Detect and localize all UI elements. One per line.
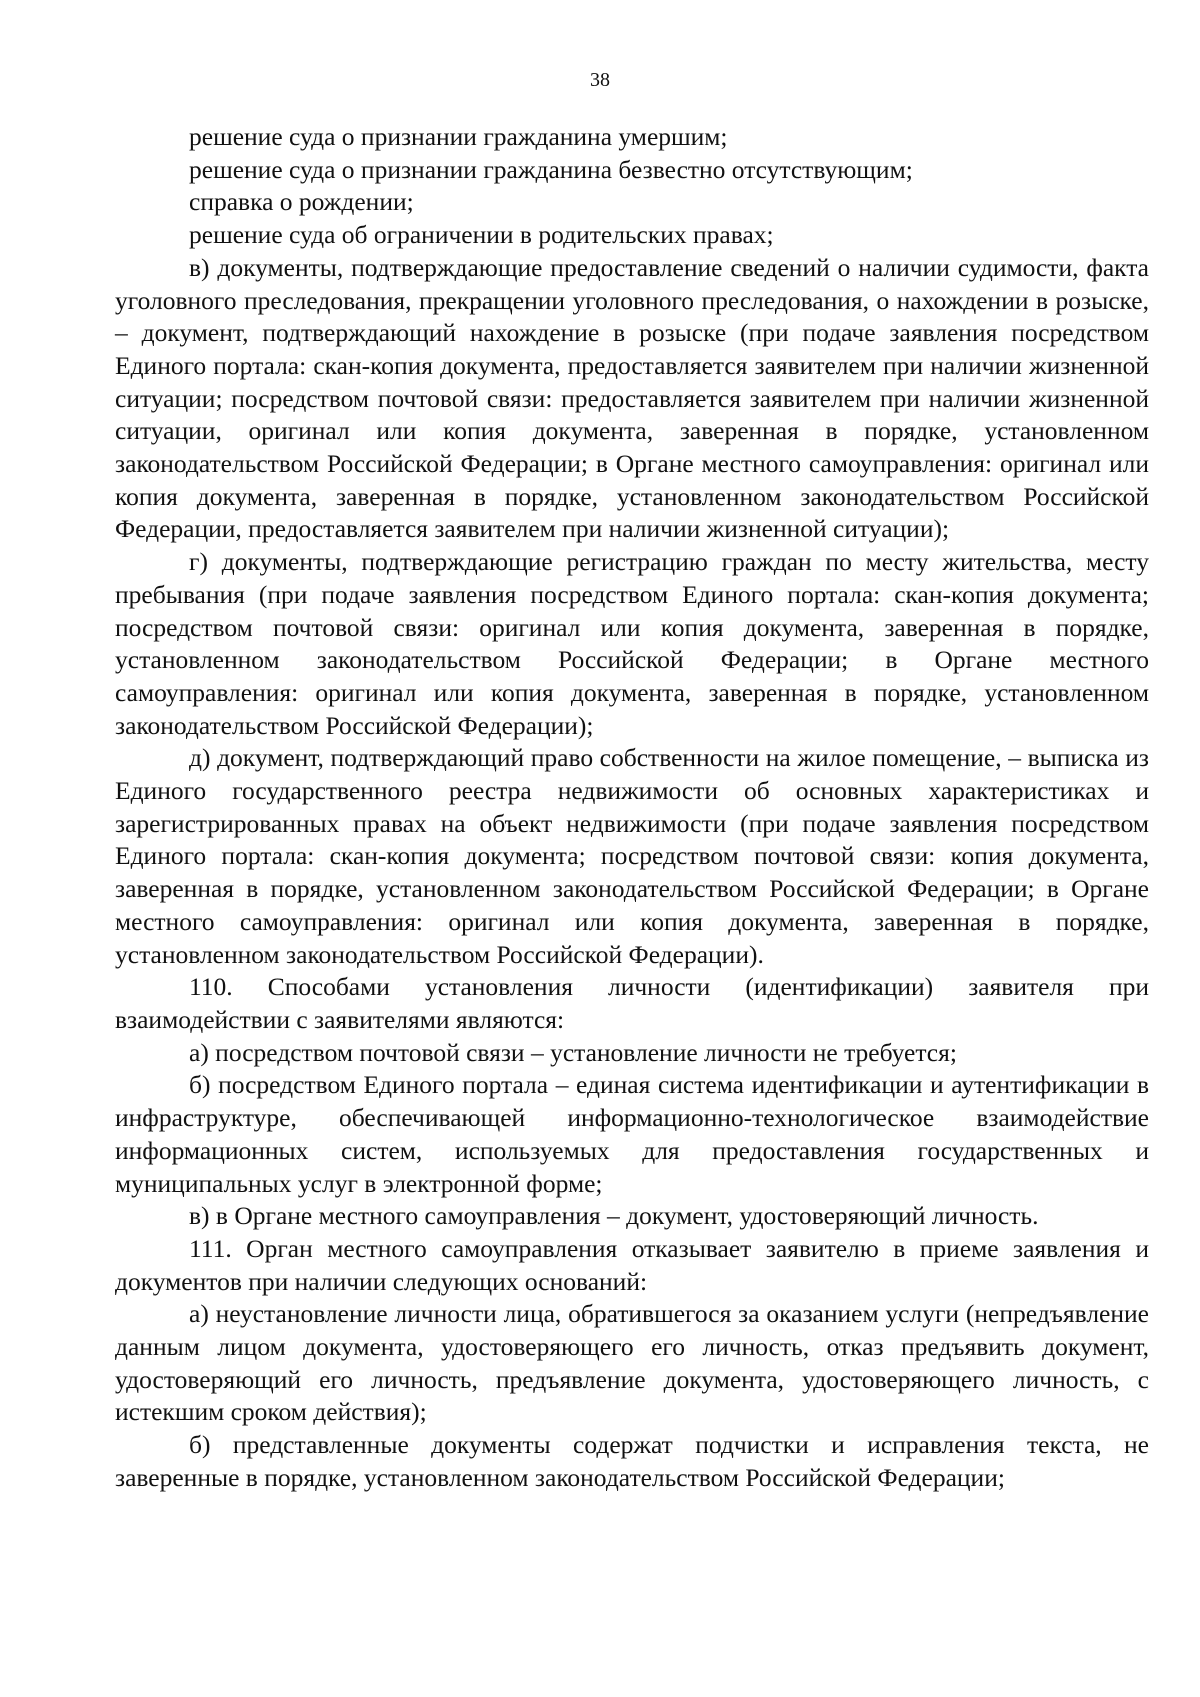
paragraph-list-item-parental-rights: решение суда об ограничении в родительских правах;	[189, 220, 774, 250]
paragraph-item-g-registration: г) документы, подтверждающие регистрацию граждан по месту жительства, месту пребывания (при подаче заявления посредством Единого портала: скан-копия документа; посредством почтовой связи: оригинал или копия документа, заверенная в порядке, установленном законодательством Российской Федерации; в Органе местного самоуправления: оригинал или копия документа, заверенная в порядке, установленном законодательством Российской Федерации);	[115, 547, 1149, 740]
paragraph-110-item-v: в) в Органе местного самоуправления – документ, удостоверяющий личность.	[189, 1201, 1039, 1231]
paragraph-110-item-a: а) посредством почтовой связи – установление личности не требуется;	[189, 1037, 957, 1067]
paragraph-110-item-b: б) посредством Единого портала – единая система идентификации и аутентификации в инфраструктуре, обеспечивающей информационно-технологическое взаимодействие информационных систем, используемых для предоставления государственных и муниципальных услуг в электронной форме;	[115, 1070, 1149, 1198]
paragraph-item-d-ownership: д) документ, подтверждающий право собственности на жилое помещение, – выписка из Единого государственного реестра недвижимости об основных характеристиках и зарегистрированных правах на объект недвижимости (при подаче заявления посредством Единого портала: скан-копия документа; посредством почтовой связи: копия документа, заверенная в порядке, установленном законодательством Российской Федерации; в Органе местного самоуправления: оригинал или копия документа, заверенная в порядке, установленном законодательством Российской Федерации).	[115, 743, 1149, 969]
paragraph-list-item-birth-certificate: справка о рождении;	[189, 187, 414, 217]
paragraph-111-item-b: б) представленные документы содержат подчистки и исправления текста, не заверенные в порядке, установленном законодательством Российской Федерации;	[115, 1430, 1149, 1492]
paragraph-111-refusal: 111. Орган местного самоуправления отказывает заявителю в приеме заявления и документов при наличии следующих оснований:	[115, 1233, 1149, 1296]
paragraph-list-item-deceased: решение суда о признании гражданина умершим;	[189, 122, 728, 151]
paragraph-111-item-a: а) неустановление личности лица, обратившегося за оказанием услуги (непредъявление данным лицом документа, удостоверяющего его личность, отказ предъявить документ, удостоверяющий его личность, предъявление документа, удостоверяющего личность, с истекшим сроком действия);	[115, 1299, 1149, 1427]
document-body	[115, 121, 1149, 1495]
paragraph-item-v-criminal-record: в) документы, подтверждающие предоставление сведений о наличии судимости, факта уголовного преследования, прекращении уголовного преследования, о нахождении в розыске, – документ, подтверждающий нахождение в розыске (при подаче заявления посредством Единого портала: скан-копия документа, предоставляется заявителем при наличии жизненной ситуации; посредством почтовой связи: предоставляется заявителем при наличии жизненной ситуации, оригинал или копия документа, заверенная в порядке, установленном законодательством Российской Федерации; в Органе местного самоуправления: оригинал или копия документа, заверенная в порядке, установленном законодательством Российской Федерации, предоставляется заявителем при наличии жизненной ситуации);	[115, 252, 1149, 544]
paragraph-110-identification: 110. Способами установления личности (идентификации) заявителя при взаимодействии с заявителями являются:	[115, 972, 1149, 1034]
page-number: 38	[590, 69, 610, 91]
paragraph-list-item-missing: решение суда о признании гражданина безвестно отсутствующим;	[189, 154, 913, 184]
